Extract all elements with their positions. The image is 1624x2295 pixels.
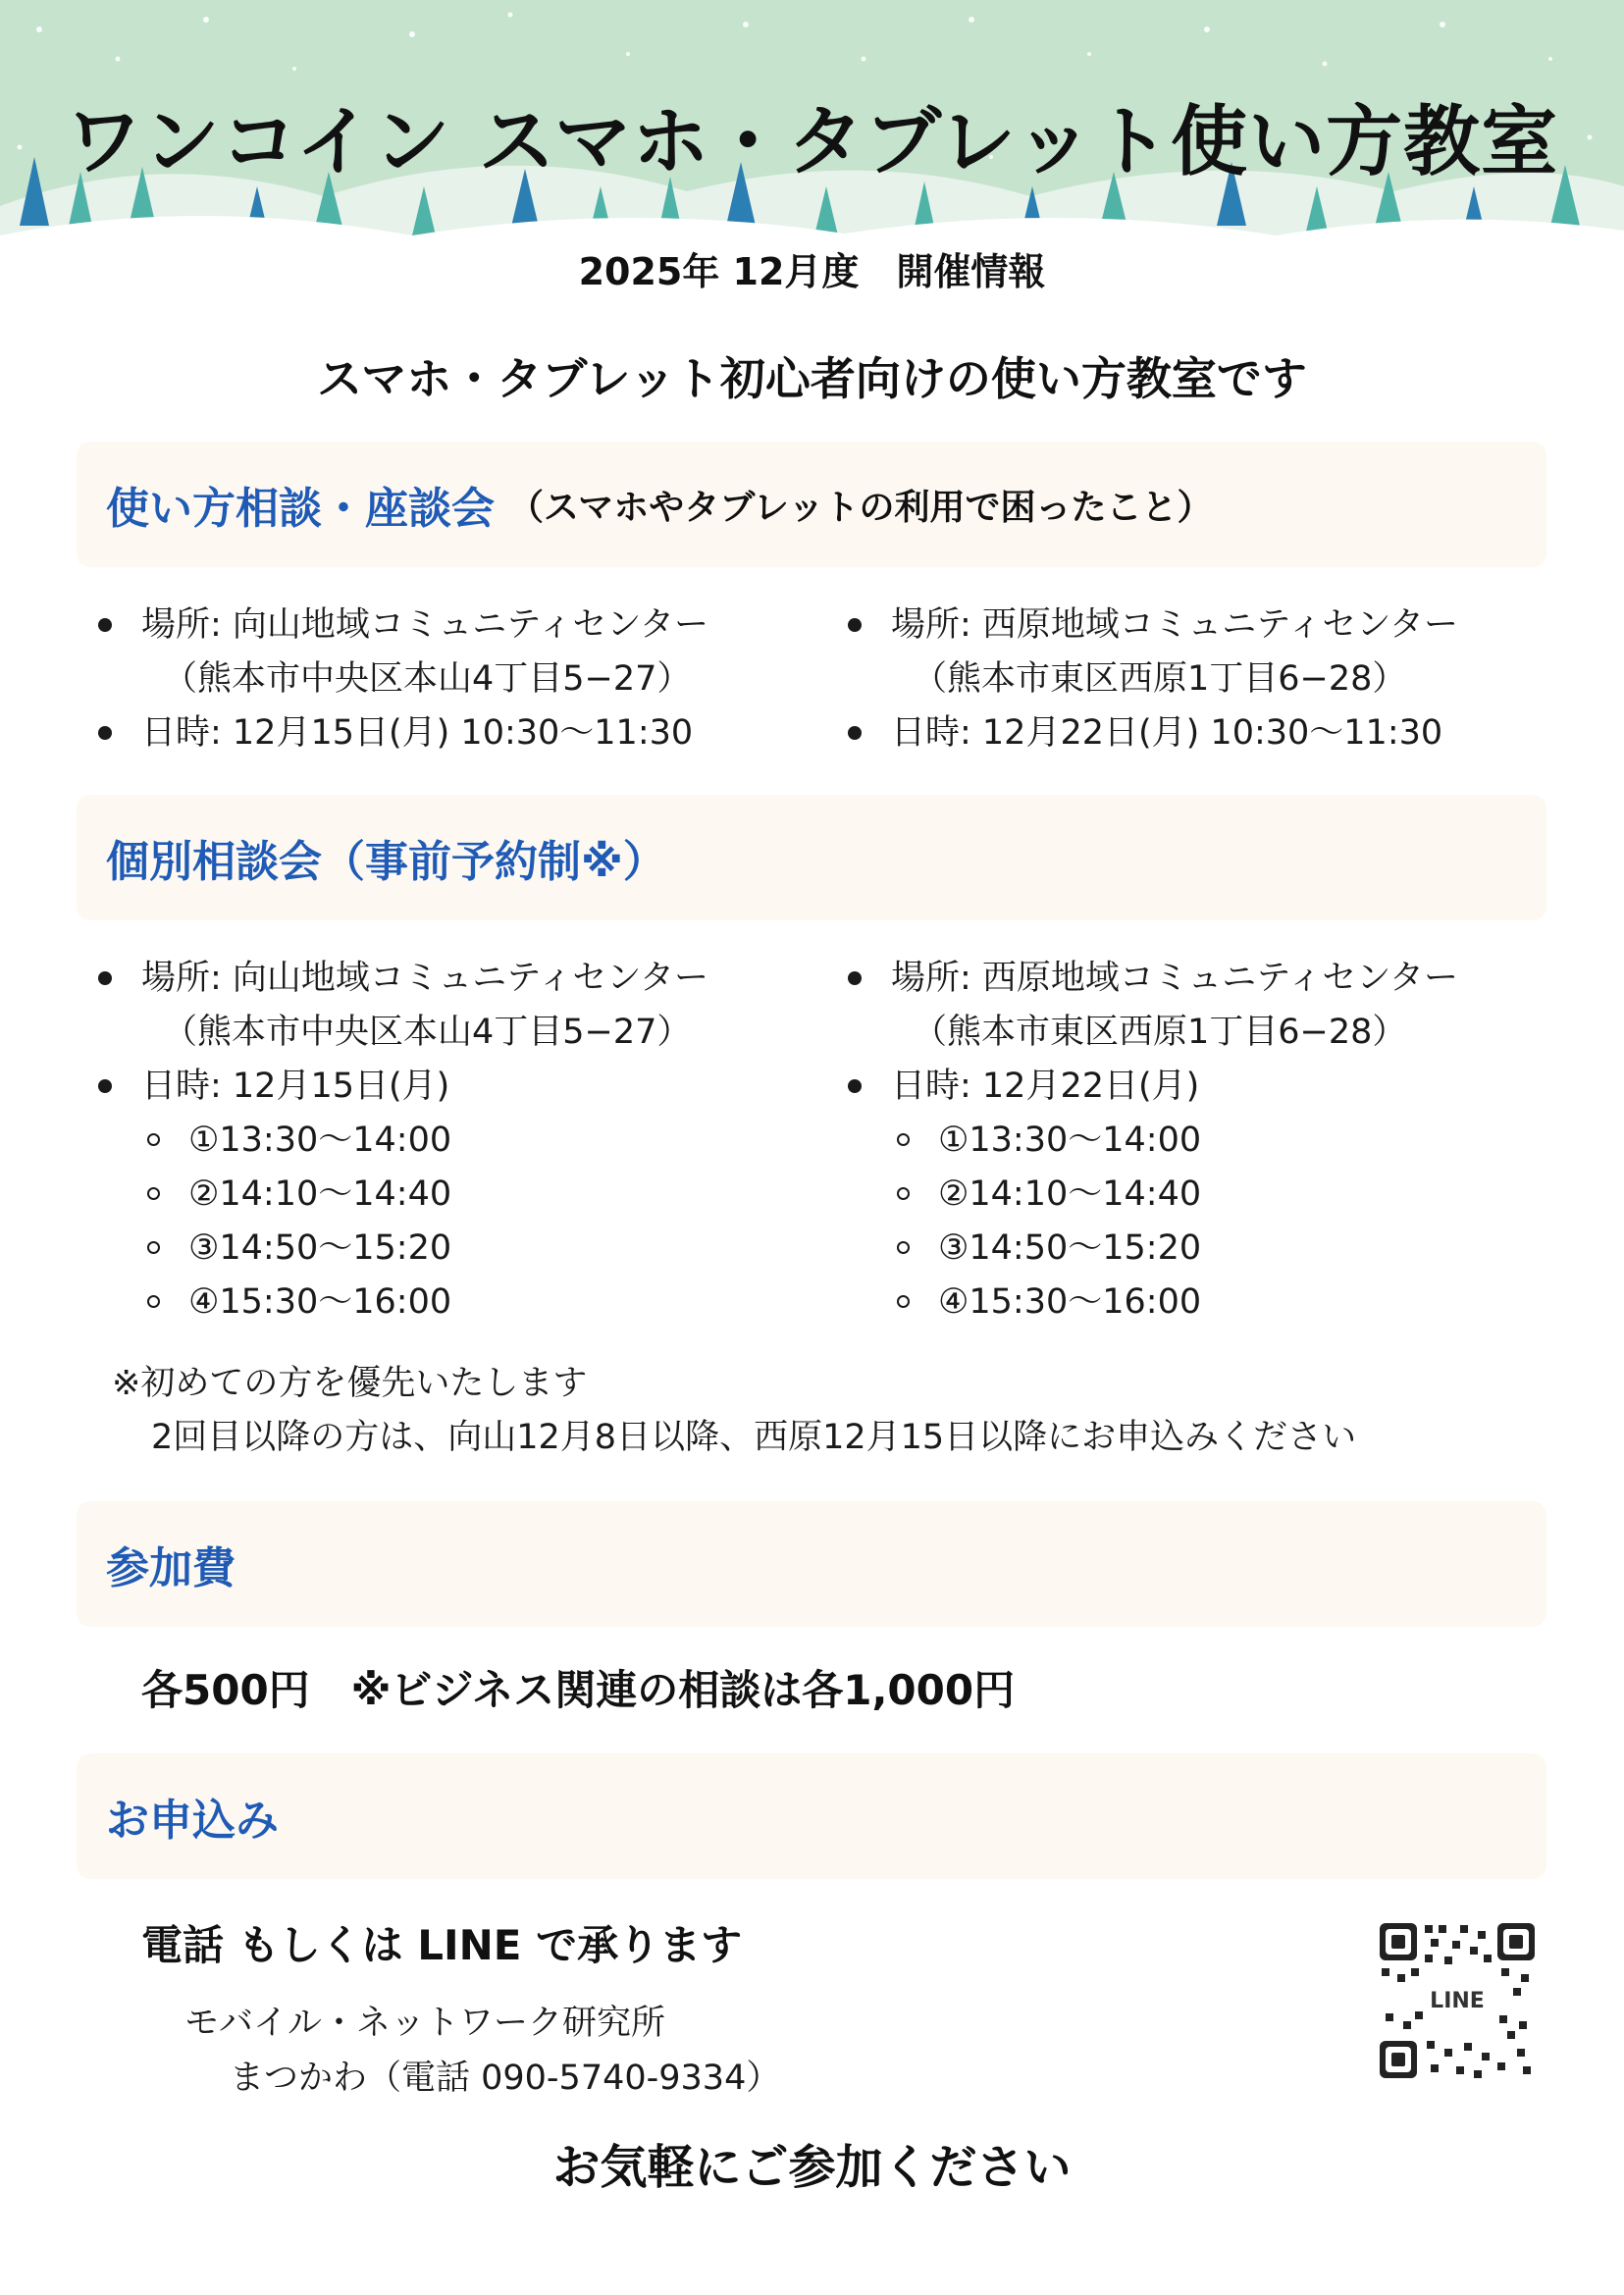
section-consultation-header [77, 442, 1546, 567]
repeat-note: 2回目以降の方は、向山12月8日以降、西原12月15日以降にお申込みください [151, 1418, 1357, 1457]
time-slot [98, 1222, 824, 1276]
time-slot [98, 1276, 824, 1330]
bullet-icon [848, 1079, 862, 1093]
address-text: （熊本市東区西原1丁目6−28） [913, 1013, 1407, 1052]
datetime-text: 日時: 12月15日(月) 10:30〜11:30 [141, 713, 694, 753]
session1-left-column [98, 599, 824, 760]
apply-method-text: 電話 もしくは LINE で承ります [141, 1921, 743, 1969]
bullet-icon [848, 618, 862, 632]
bullet-icon [848, 726, 862, 740]
datetime-text: 日時: 12月22日(月) 10:30〜11:30 [891, 713, 1443, 753]
place-text: 場所: 西原地域コミュニティセンター [891, 605, 1459, 645]
bullet-icon [98, 726, 112, 740]
time-slot [848, 1276, 1574, 1330]
list-item [848, 652, 1574, 706]
section-title: 個別相談会（事前予約制※） [106, 837, 666, 887]
section-title: 使い方相談・座談会 [106, 484, 495, 534]
list-item [98, 1006, 824, 1060]
list-item [848, 952, 1574, 1006]
contact-info: まつかわ（電話 090-5740-9334） [230, 2059, 781, 2098]
list-item [98, 1060, 824, 1114]
place-text: 場所: 向山地域コミュニティセンター [141, 605, 709, 645]
session2-right-column [848, 952, 1574, 1330]
session1-right-column [848, 599, 1574, 760]
slot-text: ①13:30〜14:00 [938, 1121, 1202, 1160]
section-fee-header [77, 1501, 1546, 1627]
bullet-icon [98, 618, 112, 632]
date-text: 日時: 12月15日(月) [141, 1067, 450, 1106]
address-text: （熊本市中央区本山4丁目5−27） [163, 659, 692, 699]
slot-text: ③14:50〜15:20 [188, 1228, 452, 1268]
slot-text: ②14:10〜14:40 [188, 1174, 452, 1214]
slot-text: ①13:30〜14:00 [188, 1121, 452, 1160]
circle-bullet-icon [147, 1133, 160, 1146]
section-title: 参加費 [106, 1543, 236, 1593]
slot-text: ③14:50〜15:20 [938, 1228, 1202, 1268]
intro-text: スマホ・タブレット初心者向けの使い方教室です [317, 352, 1307, 405]
place-text: 場所: 向山地域コミュニティセンター [141, 959, 709, 998]
slot-text: ②14:10〜14:40 [938, 1174, 1202, 1214]
organization-name: モバイル・ネットワーク研究所 [184, 2004, 666, 2043]
circle-bullet-icon [147, 1295, 160, 1308]
page-title: ワンコイン スマホ・タブレット使い方教室 [65, 98, 1559, 186]
closing-message: お気軽にご参加ください [552, 2140, 1072, 2195]
session2-left-column [98, 952, 824, 1330]
time-slot [98, 1114, 824, 1168]
address-text: （熊本市東区西原1丁目6−28） [913, 659, 1407, 699]
circle-bullet-icon [897, 1133, 910, 1146]
list-item [848, 1060, 1574, 1114]
address-text: （熊本市中央区本山4丁目5−27） [163, 1013, 692, 1052]
place-text: 場所: 西原地域コミュニティセンター [891, 959, 1459, 998]
bullet-icon [98, 1079, 112, 1093]
time-slot [848, 1222, 1574, 1276]
circle-bullet-icon [897, 1295, 910, 1308]
list-item [98, 706, 824, 760]
line-qr-code[interactable] [1376, 1919, 1539, 2082]
list-item [98, 599, 824, 652]
page-subtitle: 2025年 12月度 開催情報 [578, 250, 1046, 293]
list-item [98, 652, 824, 706]
qr-code-icon [1376, 1919, 1539, 2082]
slot-text: ④15:30〜16:00 [938, 1282, 1202, 1322]
bullet-icon [848, 971, 862, 985]
priority-note: ※初めての方を優先いたします [112, 1364, 588, 1403]
list-item [98, 952, 824, 1006]
qr-label: LINE [1430, 1989, 1485, 2013]
section-individual-header [77, 795, 1546, 920]
time-slot [98, 1168, 824, 1222]
time-slot [848, 1168, 1574, 1222]
date-text: 日時: 12月22日(月) [891, 1067, 1200, 1106]
list-item [848, 706, 1574, 760]
slot-text: ④15:30〜16:00 [188, 1282, 452, 1322]
bullet-icon [98, 971, 112, 985]
section-title: お申込み [106, 1796, 279, 1846]
fee-text: 各500円 ※ビジネス関連の相談は各1,000円 [141, 1666, 1016, 1714]
circle-bullet-icon [147, 1187, 160, 1200]
list-item [848, 1006, 1574, 1060]
circle-bullet-icon [897, 1187, 910, 1200]
circle-bullet-icon [147, 1241, 160, 1254]
section-apply-header [77, 1753, 1546, 1879]
circle-bullet-icon [897, 1241, 910, 1254]
time-slot [848, 1114, 1574, 1168]
list-item [848, 599, 1574, 652]
section-note: （スマホやタブレットの利用で困ったこと） [508, 487, 1213, 528]
